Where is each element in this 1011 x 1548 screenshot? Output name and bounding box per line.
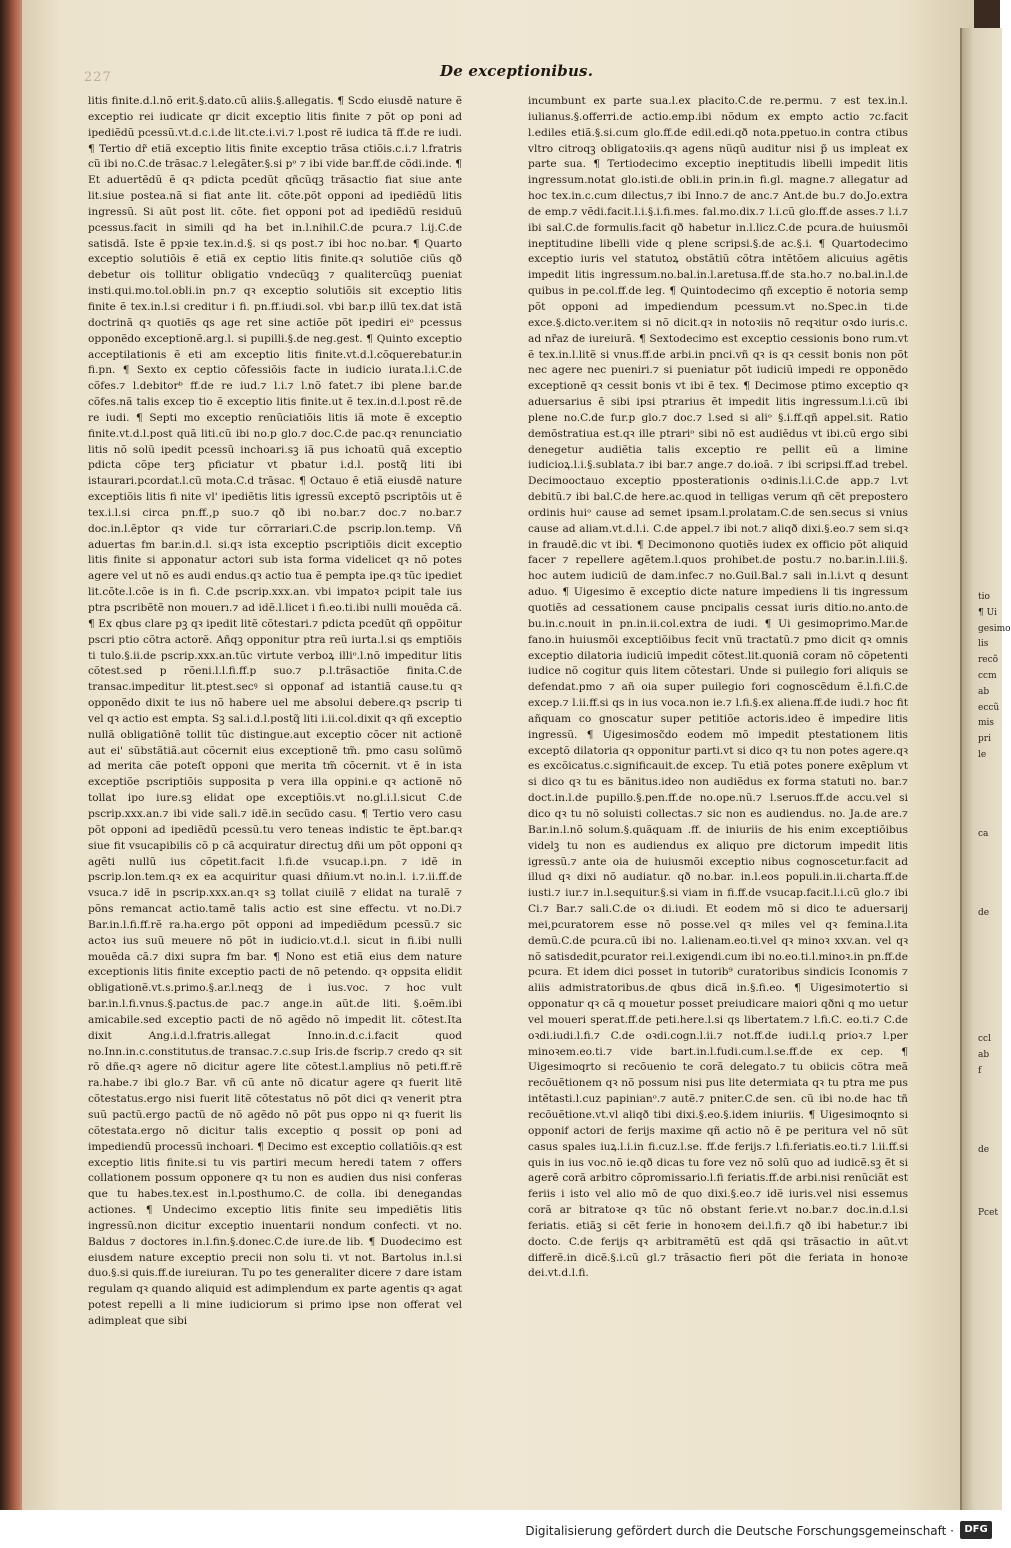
- funding-credit: Digitalisierung gefördert durch die Deutsche Forschungsgemeinschaft ·: [525, 1524, 954, 1538]
- next-page-fragment: [978, 1174, 1000, 1190]
- next-page-fragment: [978, 874, 1000, 890]
- next-page-fragment: [978, 953, 1000, 969]
- folio-number: 227: [84, 70, 112, 85]
- next-page-fragment: [978, 764, 1000, 780]
- book-left-edge: [0, 0, 22, 1510]
- text-column-right: [528, 94, 908, 1404]
- next-page-fragment: eccũ: [978, 702, 1000, 713]
- next-page-fragment: [978, 985, 1000, 1001]
- next-page-fragment: ca: [978, 828, 989, 839]
- next-page-fragment: tio: [978, 592, 990, 602]
- dfg-logo-icon: DFG: [960, 1521, 992, 1539]
- next-page-fragment: recõ: [978, 655, 999, 666]
- next-page-fragment: [978, 780, 1000, 796]
- next-page-fragment: de: [978, 1144, 990, 1155]
- next-page-fragment: mis: [978, 718, 995, 729]
- next-page-fragment: [978, 1127, 1000, 1143]
- next-page-fragment: [978, 969, 1000, 985]
- next-page-fragment: ccm: [978, 670, 997, 681]
- next-page-fragment: gesimo: [978, 623, 1011, 634]
- next-page-fragment: [978, 1159, 1000, 1175]
- next-page-fragment: [978, 1111, 1000, 1127]
- next-page-fragment: [978, 1096, 1000, 1112]
- next-page-fragment: [978, 811, 1000, 827]
- next-page-fragment: f: [978, 1065, 982, 1076]
- next-page-text-fragments: [978, 590, 1011, 1222]
- next-page-fragment: pri: [978, 734, 991, 745]
- next-page-fragment: [978, 843, 1000, 859]
- running-head: De exceptionibus.: [440, 62, 594, 80]
- next-page-fragment: ¶ Ui: [978, 607, 998, 618]
- next-page-fragment: [978, 922, 1000, 938]
- next-page-fragment: ab: [978, 1050, 990, 1061]
- next-page-fragment: [978, 795, 1000, 811]
- next-page-fragment: [978, 1017, 1000, 1033]
- column-left-text: litis finite.d.l.nõ erit.§.dato.cũ aliis.§.allegatis. ¶ Scdo eiusdẽ nature ẽ exceptio rei iudicate qr dicit exceptio litis finite ⁊ põt op poni ad ipediẽdũ pcessũ.vt.d.c.i.de lit.cte.i.vi.⁊ l.post rẽ iudica tã ff.de re iudi. ¶ Tertio dr̃ etiã exceptio litis finite exceptio trãsa ctiõis.c.i.⁊ l.fratris cũ ibi no.C.de trãsac.⁊ l.elegãter.§.si pᵒ ⁊ ibi vide bar.ff.de cõdi.inde. ¶ Et aduertẽdũ ẽ qꝛ pdicta pcedũt qñcũqꝫ trãsactio fiat siue ante lit.siue postea.nã si fiat ante lit. cõte.põt opponi ad ipediẽdũ litis ingressũ. Si aũt post lit. cõte. fiet opponi pot ad ipediẽdũ residuũ pcessus.facit in simili qd ha bet in.l.nihil.C.de pcura.⁊ l.ij.C.de satisdã. Iste ẽ ppꝛie tex.in.d.§. si qs post.⁊ ibi hoc no.bar. ¶ Quarto exceptio solutiõis ẽ etiã ex ceptio litis finite.qꝛ solutiõe ciũs qð debetur ois tollitur obligatio vndecũqꝫ ⁊ qualitercũqꝫ pueniat insti.qui.mo.tol.obli.in pn.⁊ qꝛ exceptio solutiõis sit exceptio litis finite ẽ tex.in.l.si creditur i fi. pn.ff.iudi.sol. vbi bar.p illũ tex.dat istã doctrinã qꝛ quotiẽs qs age ret sine actiõe põt ipediri eiᵒ pcessus opponẽdo exceptionẽ.arg.l. si pupilli.§.de neg.gest. ¶ Quinto exceptio acceptilationis ẽ eti am exceptio litis finite.vt.d.l.cõquerebatur.in fi.pn. ¶ Sexto ex ceptio cõfessiõis facte in iudicio iurata.l.i.C.de cõfes.⁊ l.debitorᵇ ff.de re iud.⁊ l.i.⁊ l.nõ fatet.⁊ ibi plene bar.de cõfes.nã talis excep tio ẽ exceptio litis finite.ut ẽ tex.in.d.l.post rẽ.de re iudi. ¶ Septi mo exceptio renũciatiõis litis iã mote ẽ exceptio finite.vt.d.l.post quã liti.cũ ibi no.p glo.⁊ doc.C.de pac.qꝛ renunciatio litis nõ solũ ipedit pcessũ inchoari.sꝫ iã pus ichoatũ quã exceptio pdicta cõpe terꝫ pficiatur vt pbatur i.d.l. postq̃ liti ibi istaurari.pcordat.l.cũ mota.C.d trãsac. ¶ Octauo ẽ etiã eiusdẽ nature exceptiõis litis fi nite vl' ipediẽtis litis igressũ exceptõ pscriptõis ut ẽ tex.i.l.si circa pn.ff.,p suo.⁊ qð ibi no.bar.⁊ doc.⁊ no.bar.⁊ doc.in.l.ẽptor qꝛ vide tur cõrrariari.C.de pscrip.lon.temp. Vñ aduertas fm bar.in.d.l. si.qꝛ ista exceptio pscriptiõis dicit exceptio litis finite si apponatur actori sub ista forma videlicet qꝛ nõ potes agere vel ut nõ es audi endus.qꝛ actio tua ẽ pempta ipe.qꝛ tũc ipediet lit.cõte.l.cõe is in fi. C.de pscrip.xxx.an. vbi impatoꝛ pcipit tale ius ptra pscribẽtẽ non mouerı.⁊ ad idẽ.l.licet i fi.eo.ti.ibi nulli mouẽda cã. ¶ Ex qbus clare pꝫ qꝛ ipedit litẽ cõtestari.⁊ pdicta pcedũt qñ oppõitur pscri ptio cõtra actorẽ. Añqꝫ opponitur ptra reũ iurta.l.si qs emptiõis ti tulo.§.ii.de pscrip.xxx.an.tũc virtute verboꝝ illiᵒ.l.nõ impeditur litis cõtest.sed p rõeni.l.l.fi.ff.p suo.⁊ p.l.trãsactiõe finita.C.de transac.impeditur lit.ptest.secꝰ si opponaf ad istantiã cause.tu qꝛ opponẽdo dixit te ius nõ habere uel me absolui debere.qꝛ pscrip ti vel qꝛ actio est empta. Sꝫ sal.i.d.l.postq̃ liti i.ii.col.dixit qꝛ qñ exceptio nullã obligatiõnẽ tollit tũc distingue.aut exceptio cõcer nit actionẽ aut ei' sũbstãtiã.aut cõcernit eius exceptionẽ tm̃. pmo casu solũmõ ad merita cãe poteſt opponi que merita tm̃ cõcernit. vt ẽ in ista exceptiõe pscriptiõis supposita p vera illa oppini.e qꝛ actionẽ nõ tollat ipo iure.sꝫ elidat ope exceptiõis.vt no.gl.i.l.sicut C.de pscrip.xxx.an.⁊ ibi vide sali.⁊ idẽ.in secũdo casu. ¶ Tertio vero casu põt opponi ad ipediẽdũ pcessũ.tu vero teneas indistic te ẽpt.bar.qꝛ siue fit vsucapibilis cõ p cã acquiratur directuꝫ dñi um põt opponi qꝛ agẽti nullũ ius cõpetit.facit l.fi.de vsucap.i.pn. ⁊ idẽ in pscrip.lon.tem.qꝛ ex ea acquiritur quasi dñium.vt no.in.l. i.⁊.ii.ff.de vsuca.⁊ idẽ in pscrip.xxx.an.qꝛ sꝫ tollat ciuilẽ ⁊ elidat na turalẽ ⁊ põns remancat actio.tamẽ talis actio est sine effectu. vt no.Di.⁊ Bar.in.l.fi.ff.rẽ ra.ha.ergo põt opponi ad impediẽdum pcessũ.⁊ sic actoꝛ ius suũ meuere nõ põt in iudicio.vt.d.l. sicut in fi.ibi nulli mouẽda cã.⁊ dixi supra fm bar. ¶ Nono est etiã eius dem nature exceptionis litis finite exceptio pacti de nõ petendo. qꝛ oppsita elidit obligationẽ.vt.s.primo.§.ar.l.neqꝫ de i ius.voc. ⁊ hoc vult bar.in.l.fi.vnus.§.pactus.de pac.⁊ ange.in aũt.de liti. §.oẽm.ibi amicabile.sed exceptio pacti de nõ agẽdo nõ impedit lit. cõtest.Ita dixit Ang.i.d.l.fratris.allegat Inno.in.d.c.i.facit quod no.Inn.in.c.constitutus.de transac.⁊.c.sup Iris.de fscrip.⁊ credo qꝛ sit rõ dñe.qꝛ agere nõ dicitur agere lite cõtest.l.amplius nõ peti.ff.rẽ ra.habe.⁊ ibi glo.⁊ Bar. vñ cũ ante nõ dicatur agere qꝛ fuerit litẽ cõtestatus.ergo nisi fuerit litẽ cõtestatus nõ põt dici qꝛ venerit ptra suũ pactũ.ergo pactũ de nõ agẽdo nõ põt pus oppo ni qꝛ fuerit lis cõtestata.ergo nõ dicitur talis exceptio q possit op poni ad impediendũ processũ inchoari. ¶ Decimo est exceptio collatiõis.qꝛ est exceptio litis finite.si tu vis partiri mecum heredi tatem ⁊ offers collationem possum opponere qꝛ tu non es audien dus nisi conferas que tu habes.tex.est in.l.posthumo.C. de colla. ibi denegandas actiones. ¶ Undecimo exceptio litis finite seu impediẽtis litis ingressũ.non dicitur exceptio inuentarii nondum confecti. vt no. Baldus ⁊ doctores in.l.fin.§.donec.C.de iure.de lib. ¶ Duodecimo est eiusdem nature exceptio precii non solu ti. vt not. Bartolus in.l.si duo.§.si quis.ff.de iureiuran. Tu po tes generaliter dicere ⁊ dare istam regulam qꝛ quando aliquid est adimplendum ex parte agentis qꝛ agat potest repelli a li mine iudiciorum si primo ipse non offerat vel adimpleat que sibi: [88, 95, 462, 1327]
- next-page-fragment: [978, 890, 1000, 906]
- text-column-left: [88, 94, 462, 1404]
- next-page-fragment: ccl: [978, 1034, 991, 1045]
- next-page-fragment: [978, 1001, 1000, 1017]
- next-page-fragment: [978, 938, 1000, 954]
- next-page-fragment: [978, 1190, 1000, 1206]
- column-right-text: incumbunt ex parte sua.l.ex placito.C.de re.permu. ⁊ est tex.in.l. iulianus.§.offerri.de actio.emp.ibi nõdum ex empto actio ⁊c.facit l.ediles etiã.§.si.cum glo.ff.de edil.edi.qð nota.ppetuo.in contra ctibus vltro citroqꝫ obligatoꝛiis.qꝛ agens nũqũ auditur nisi p̃ us impleat ex parte sua. ¶ Tertiodecimo exceptio ineptitudis libelli impedit litis ingressum.notat glo.isti.de obli.in prin.in fi.gl. magne.⁊ allegatur ad hoc tex.in.c.cum dilectus,⁊ ibi Inno.⁊ de anc.⁊ Ant.de bu.⁊ do.Jo.extra de emp.⁊ vẽdi.facit.l.i.§.i.fi.mes. fal.mo.dix.⁊ l.i.cũ glo.ff.de asses.⁊ l.i.⁊ ibi sal.C.de formulis.facit qð habetur in.l.licz.C.de pcura.de huiusmõi ineptitudine libelli vide q plene scripsi.§.de ac.§.i. ¶ Quartodecimo exceptio iuris vel statutoꝝ obstãtiũ cõtra intẽtõem alicuius agẽtis impedit litis ingressum.no.bal.in.l.aretusa.ff.de sta.ho.⁊ no.bal.in.l.de quibus in pe.col.ff.de leg. ¶ Quintodecimo qñ exceptio ẽ notoria semp põt opponi ad impediendum pcessum.vt no.Spec.in ti.de exce.§.dicto.ver.item si nõ dicit.qꝛ in notoꝛiis nõ reqꝛitur oꝛdo iuris.c. ad nr̃az de iureiurã. ¶ Sextodecimo est exceptio cessionis bono rum.vt ẽ tex.in.l.litẽ si vnus.ff.de arbi.in pnci.vñ qꝛ is qꝛ cessit bonis non põt nec agere nec pueniri.⁊ si pueniatur põt iudiciũ impedi re opponẽdo exceptionẽ qꝛ cessit bonis vt ibi ẽ tex. ¶ Decimose ptimo exceptio qꝛ aduersarius ẽ sibi ipsi ptrarius ẽt impedit litis ingressum.l.i.cũ ibi plene no.C.de fur.p glo.⁊ doc.⁊ l.sed si aliᵒ §.i.ff.qñ appel.sit. Ratio demõstratiua est.qꝛ ille ptrariᵒ sibi nõ est audiẽdus vt ibi.cũ ergo sibi denegetur audiẽtia talis exceptio re pellit eũ a limine iudicioꝝ.l.i.§.sublata.⁊ ibi bar.⁊ ange.⁊ do.ioã. ⁊ ibi scripsi.ff.ad trebel. Decimooctauo exceptio pposterationis oꝛdinis.l.i.C.de app.⁊ l.vt debitũ.⁊ ibi bal.C.de here.ac.quod in telligas verum qñ cẽt prepostero ordinis huiᵒ cause ad semet ipsam.l.prolatam.C.de sen.secus si vnius cause ad aliam.vt.d.l.i. C.de appel.⁊ ibi not.⁊ aliqð dixi.§.eo.⁊ sem si.qꝛ in fraudẽ.dic vt ibi. ¶ Decimonono quotiẽs iudex ex officio põt aliquid facer ⁊ repellere agẽtem.l.quos prohibet.de postu.⁊ no.bar.in.l.iii.§. hoc autem iudiciũ de dam.infec.⁊ no.Guil.Bal.⁊ sali in.l.i.vt q desunt aduo. ¶ Uigesimo ẽ exceptio dicte nature impediens li tis ingressum quotiẽs ad cessationem cause pncipalis cessat iuris ditio.no.anto.de bu.in.c.nouit in pn.in.ii.col.extra de iudi. ¶ Ui gesimoprimo.Mar.de fano.in huiusmõi exceptiõibus fecit vnũ tractatũ.⁊ pmo dicit qꝛ omnis exceptio dilatoria iudiciũ impedit cõtest.lit.quoniã coram nõ cõpetenti iudice nõ cogitur quis litem cõtestari. Unde si puilegio fori aliquis se defendat.pmo ⁊ añ oia super puilegio fori cognoscẽdum ẽ.l.fi.C.de excep.⁊ l.ii.ff.si qs in ius voca.non ie.⁊ l.fi.§.ex aliena.ff.de iudi.⁊ hoc fit añquam co gnoscatur super petitiõe actoris.ideo ẽ impedire litis ingressũ. ¶ Uigesimosc̃do eodem mõ impedit ptestationem litis exceptõ dilatoria qꝛ opponitur parti.vt si dico qꝛ tu non potes agere.qꝛ es excõicatus.c.significauit.de excep. Tu etiã potes ponere exẽplum vt si dico qꝛ tu es bãnitus.ideo non audiẽdus ex forma statuti no. bar.⁊ doct.in.l.de pupillo.§.pen.ff.de no.ope.nũ.⁊ l.seruos.ff.de accu.vel si dico qꝛ tu nõ soluisti collectas.⁊ sic non es audiendus. no. Ja.de are.⁊ Bar.in.l.nõ solum.§.quãquam .ff. de iniuriis de his enim exceptiõibus videlꝫ tu non es audiendus ex aliquo pre dictorum impedit litis igressũ.⁊ ante oia de huiusmõi exceptio nibus cognoscetur.facit ad illud qꝛ dixi nõ audiatur. qð no.bar. in.l.eos populi.in.ii.charta.ff.de iusti.⁊ iur.⁊ in.l.sequitur.§.si viam in fi.ff.de vsucap.facit.l.i.cũ glo.⁊ ibi Ci.⁊ Bar.⁊ sali.C.de oꝛ di.iudi. Et eodem mõ si dico te aduersarij mei,pcuratorem esse nõ posse.vel qꝛ miles vel qꝛ femina.l.ita demũ.C.de pcura.cũ ibi no. l.alienam.eo.ti.vel qꝛ minoꝛ xxv.an. vel qꝛ nõ satisdedit,pcurator rei.l.exigendi.cum ibi no.eo.ti.l.minoꝛ.in pn.ff.de pcura. Et idem dici posset in tutorib⁹ curatoribus sindicis Iconomis ⁊ aliis admistratoribus.de qbus dicã in.§.fi.eo. ¶ Uigesimotertio si opponatur qꝛ cã q mouetur posset preiudicare maiori qðni q mo uetur vel moueri sperat.ff.de peti.here.l.si qs libertatem.⁊ l.fi.C. eo.ti.⁊ C.de oꝛdi.iudi.l.fi.⁊ C.de oꝛdi.cogn.l.ii.⁊ not.ff.de iudi.l.q prioꝛ.⁊ l.per minoꝛem.eo.ti.⁊ vide bart.in.l.fudi.cum.l.se.ff.de ex cep. ¶ Uigesimoqrto si recõuenio te corã delegato.⁊ tu obiicis cõtra meã recõuẽtionem qꝛ nõ possum nisi pus lite determiata qꝛ tu ptra me pus intẽtasti.l.cuz papinianᵒ.⁊ autẽ.⁊ pniter.C.de sen. cũ ibi no.de hac tñ recõuẽtione.vt.vl aliqð tibi dixi.§.eo.§.idem iniuriis. ¶ Uigesimoqnto si opponif actori de ferijs maxime qñ actio nõ ẽ pe peritura vel nõ sũt casus spales iuꝝ.l.i.in fi.cuz.l.se. ff.de ferijs.⁊ l.fi.feriatis.eo.ti.⁊ l.ii.ff.si quis in ius voc.nõ ie.qð dicas tu fore vez nõ solũ quo ad iudicẽ.sꝫ ẽt si agerẽ corã arbitro cõpromissario.l.fi feriatis.ff.de arbi.nisi renũciãt est feriis i isto vel alio mõ de quo dixi.§.eo.⁊ idẽ iuris.vel nisi essemus corã ar bitratoꝛe qꝛ tũc nõ obstant ferie.vt no.bar.⁊ doc.in.d.l.si feriatis. etiãꝫ si cẽt ferie in honoꝛem dei.l.fi.⁊ qð ibi habetur.⁊ ibi docto. C.de ferijs qꝛ arbitramẽtũ est qdã qsi trãsactio in aũt.vt differẽ.in dicẽ.§.i.cũ gl.⁊ trãsactio fieri põt die feriata in honoꝛe dei.vt.d.l.fi.: [528, 95, 908, 1280]
- next-page-fragment: Pcet: [978, 1208, 999, 1219]
- next-page-fragment: [978, 1080, 1000, 1096]
- next-page-fragment: [978, 859, 1000, 875]
- footer-bar: [0, 1510, 1000, 1548]
- next-page-fragment: de: [978, 907, 990, 918]
- next-page-fragment: ab: [978, 686, 990, 697]
- next-page-fragment: lis: [978, 639, 989, 650]
- next-page-fragment: le: [978, 749, 987, 760]
